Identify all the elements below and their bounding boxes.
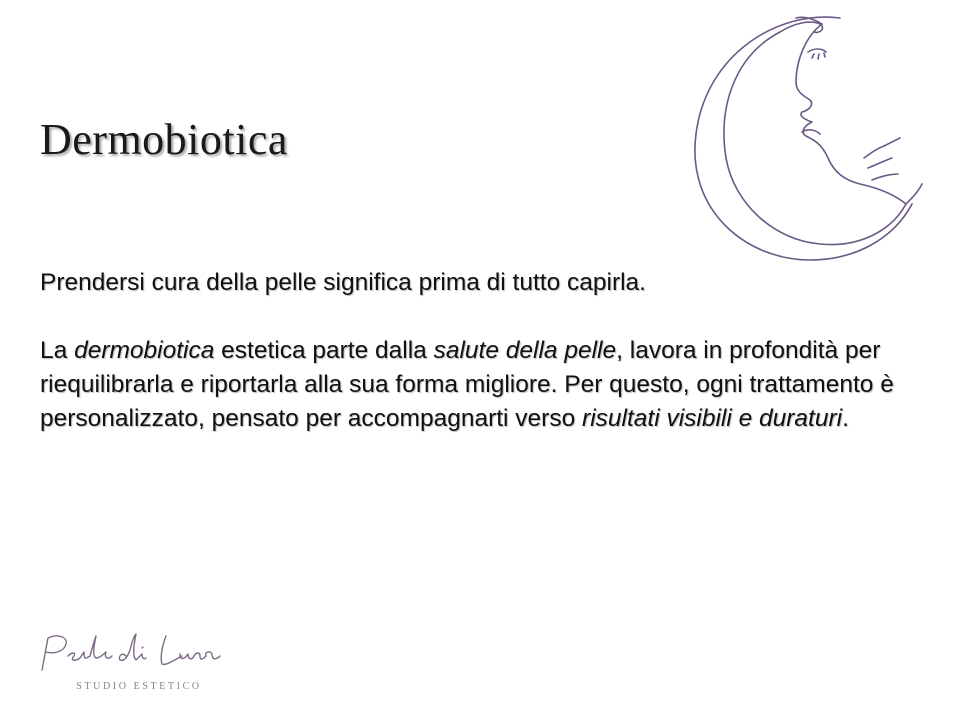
description-text-part: , lavora in profondità per riequilibrarla e riportarla alla sua forma migliore. Per questo, ogni trattamento è personalizzato, pensato per accompagnarti verso <box>40 337 894 432</box>
logo-script-text <box>34 626 234 678</box>
emphasis-salute-della-pelle: salute della pelle <box>433 337 617 364</box>
intro-paragraph: Prendersi cura della pelle significa prima di tutto capirla. <box>40 269 646 296</box>
description-text-part: La <box>40 337 75 364</box>
description-text-part: estetica parte dalla <box>214 337 434 364</box>
logo-subtitle: STUDIO ESTETICO <box>76 681 202 692</box>
description-paragraph <box>40 334 900 436</box>
body-text <box>40 266 900 436</box>
emphasis-risultati: risultati visibili e duraturi <box>582 405 843 432</box>
paragraph-spacer <box>40 300 900 334</box>
brand-logo <box>34 626 234 698</box>
slide-title: Dermobiotica <box>40 115 288 164</box>
description-text-part: . <box>842 405 849 432</box>
emphasis-dermobiotica: dermobiotica <box>74 337 215 364</box>
moon-face-icon <box>688 8 928 264</box>
